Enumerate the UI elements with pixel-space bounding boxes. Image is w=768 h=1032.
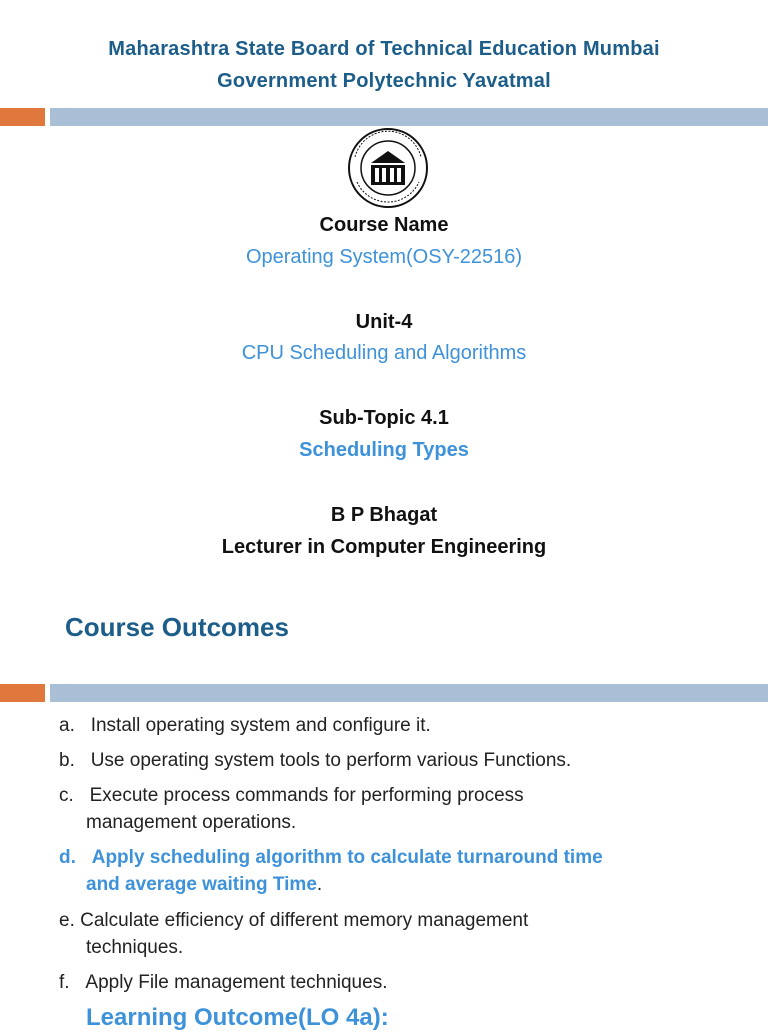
list-marker: e. xyxy=(59,910,75,931)
list-item-text-continued: management operations. xyxy=(86,812,297,833)
institute-name: Government Polytechnic Yavatmal xyxy=(217,70,551,92)
decorative-divider-bar xyxy=(0,684,768,702)
divider-orange-block xyxy=(0,684,45,702)
list-item-text: Calculate efficiency of different memory management xyxy=(80,910,529,931)
slide-title: Course Outcomes xyxy=(65,612,289,642)
unit-value: CPU Scheduling and Algorithms xyxy=(241,342,527,364)
decorative-divider-bar xyxy=(0,108,768,126)
list-item-highlighted: d. Apply scheduling algorithm to calculate turnaround time and average waiting Time. xyxy=(59,844,739,898)
subtopic-label: Sub-Topic 4.1 xyxy=(319,407,449,429)
divider-blue-block xyxy=(50,108,768,126)
list-item-text: Apply scheduling algorithm to calculate turnaround time xyxy=(91,847,603,868)
list-item xyxy=(59,907,739,961)
author-name: B P Bhagat xyxy=(330,504,438,526)
list-marker: f. xyxy=(59,972,70,993)
unit-label: Unit-4 xyxy=(355,311,413,333)
divider-orange-block xyxy=(0,108,45,126)
next-slide-title-partial: Learning Outcome(LO 4a): xyxy=(86,1004,389,1031)
course-label: Course Name xyxy=(319,214,449,236)
list-item-text: Install operating system and configure it. xyxy=(90,715,431,736)
list-item-text-continued: techniques. xyxy=(86,937,184,958)
list-marker: b. xyxy=(59,750,75,771)
list-item xyxy=(59,782,739,836)
list-item-text: Apply File management techniques. xyxy=(85,972,388,993)
list-item-text-continued: and average waiting Time xyxy=(86,874,317,895)
list-item-text: Use operating system tools to perform various Functions. xyxy=(90,750,572,771)
divider-blue-block xyxy=(50,684,768,702)
list-item xyxy=(59,747,739,774)
course-value: Operating System(OSY-22516) xyxy=(245,246,523,268)
author-title: Lecturer in Computer Engineering xyxy=(221,536,547,558)
list-marker: d. xyxy=(59,847,76,868)
course-outcomes-slide xyxy=(0,580,768,1031)
list-item xyxy=(59,969,739,996)
board-name: Maharashtra State Board of Technical Education Mumbai xyxy=(108,38,660,60)
list-item xyxy=(59,712,739,739)
list-marker: a. xyxy=(59,715,75,736)
subtopic-value: Scheduling Types xyxy=(299,439,469,461)
list-item-text: Execute process commands for performing process xyxy=(89,785,524,806)
list-marker: c. xyxy=(59,785,74,806)
board-seal-logo xyxy=(347,127,429,209)
